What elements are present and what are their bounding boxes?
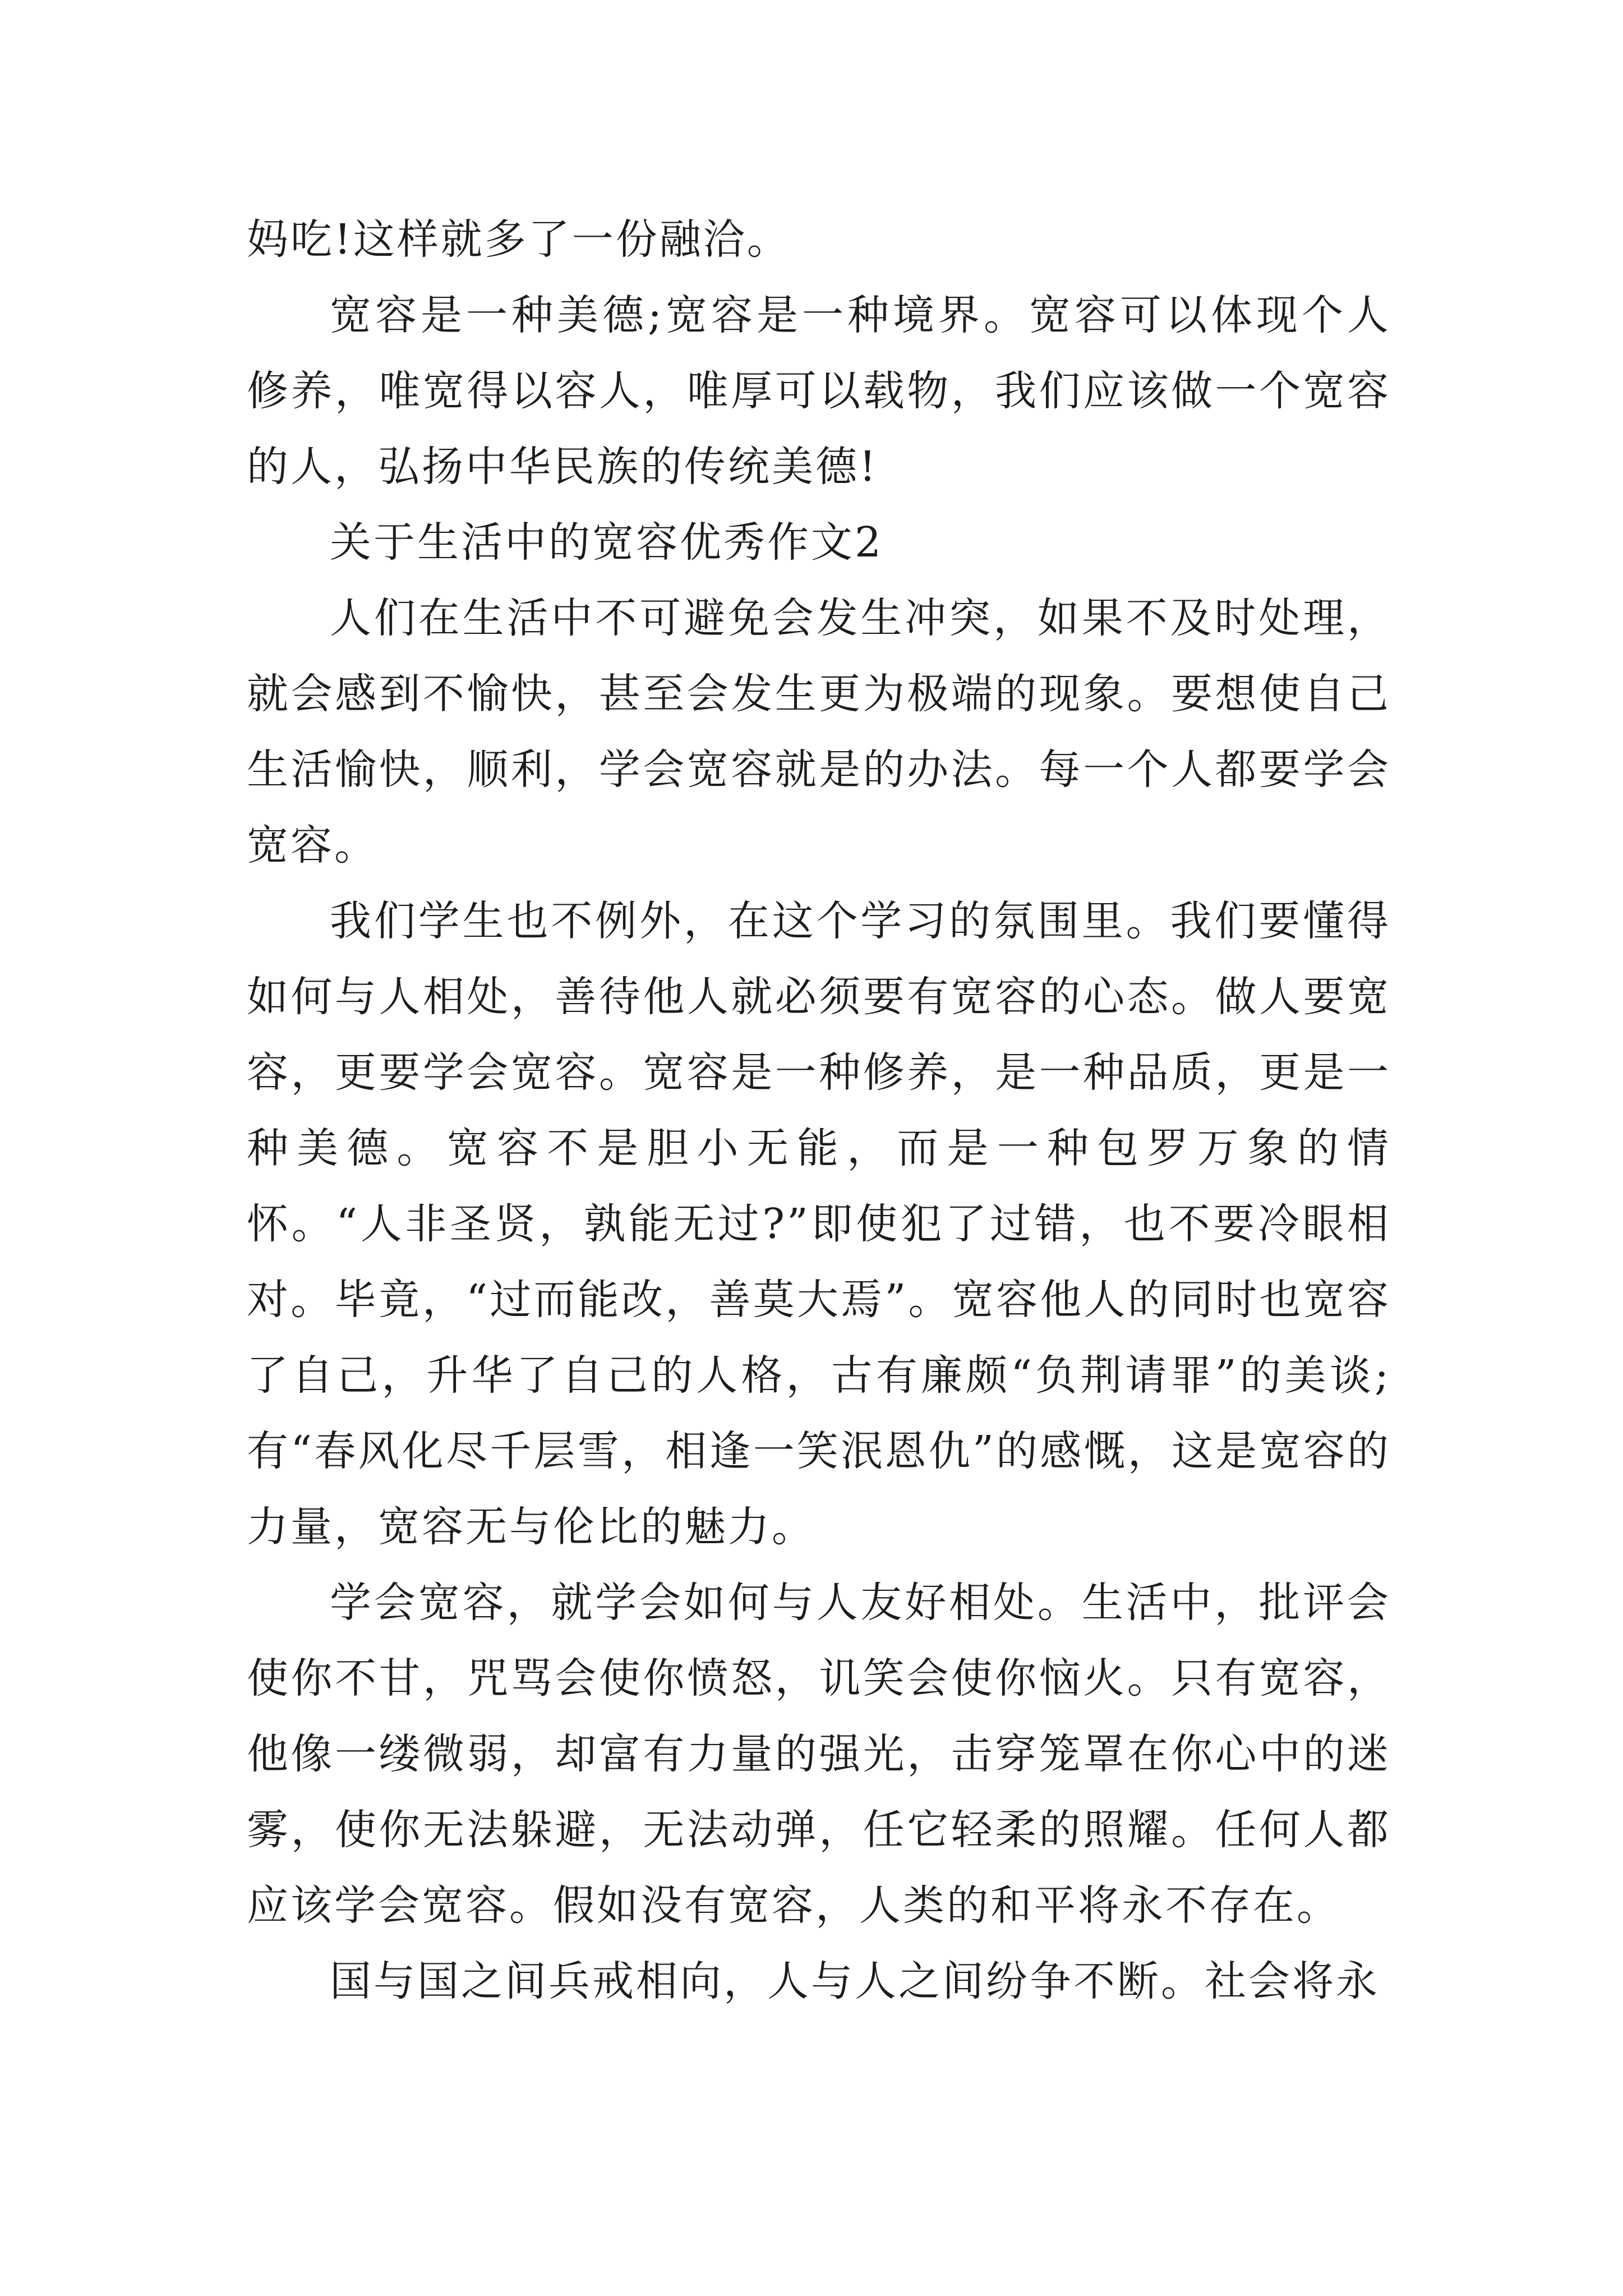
- document-body: [247, 202, 1391, 2019]
- paragraph-continuation: 妈吃!这样就多了一份融洽。: [247, 215, 791, 264]
- paragraph: 学会宽容，就学会如何与人友好相处。生活中，批评会使你不甘，咒骂会使你愤怒，讥笑会使你恼火。只有宽容，他像一缕微弱，却富有力量的强光，击穿笼罩在你心中的迷雾，使你无法躲避，无法动弹，任它轻柔的照耀。任何人都应该学会宽容。假如没有宽容，人类的和平将永不存在。: [247, 1579, 1391, 1930]
- paragraph: 我们学生也不例外，在这个学习的氛围里。我们要懂得如何与人相处，善待他人就必须要有宽容的心态。做人要宽容，更要学会宽容。宽容是一种修养，是一种品质，更是一种美德。宽容不是胆小无能，而是一种包罗万象的情怀。“人非圣贤，孰能无过?”即使犯了过错，也不要冷眼相对。毕竟，“过而能改，善莫大焉”。宽容他人的同时也宽容了自己，升华了自己的人格，古有廉颇“负荆请罪”的美谈;有“春风化尽千层雪，相逢一笑泯恩仇”的感慨，这是宽容的力量，宽容无与伦比的魅力。: [247, 897, 1391, 1551]
- paragraph: 人们在生活中不可避免会发生冲突，如果不及时处理，就会感到不愉快，甚至会发生更为极端的现象。要想使自己生活愉快，顺利，学会宽容就是的办法。每一个人都要学会宽容。: [247, 594, 1391, 869]
- paragraph: 宽容是一种美德;宽容是一种境界。宽容可以体现个人修养，唯宽得以容人，唯厚可以载物，我们应该做一个宽容的人，弘扬中华民族的传统美德!: [247, 291, 1391, 491]
- paragraph: 国与国之间兵戒相向，人与人之间纷争不断。社会将永: [330, 1957, 1380, 2005]
- essay-heading: 关于生活中的宽容优秀作文2: [330, 518, 884, 567]
